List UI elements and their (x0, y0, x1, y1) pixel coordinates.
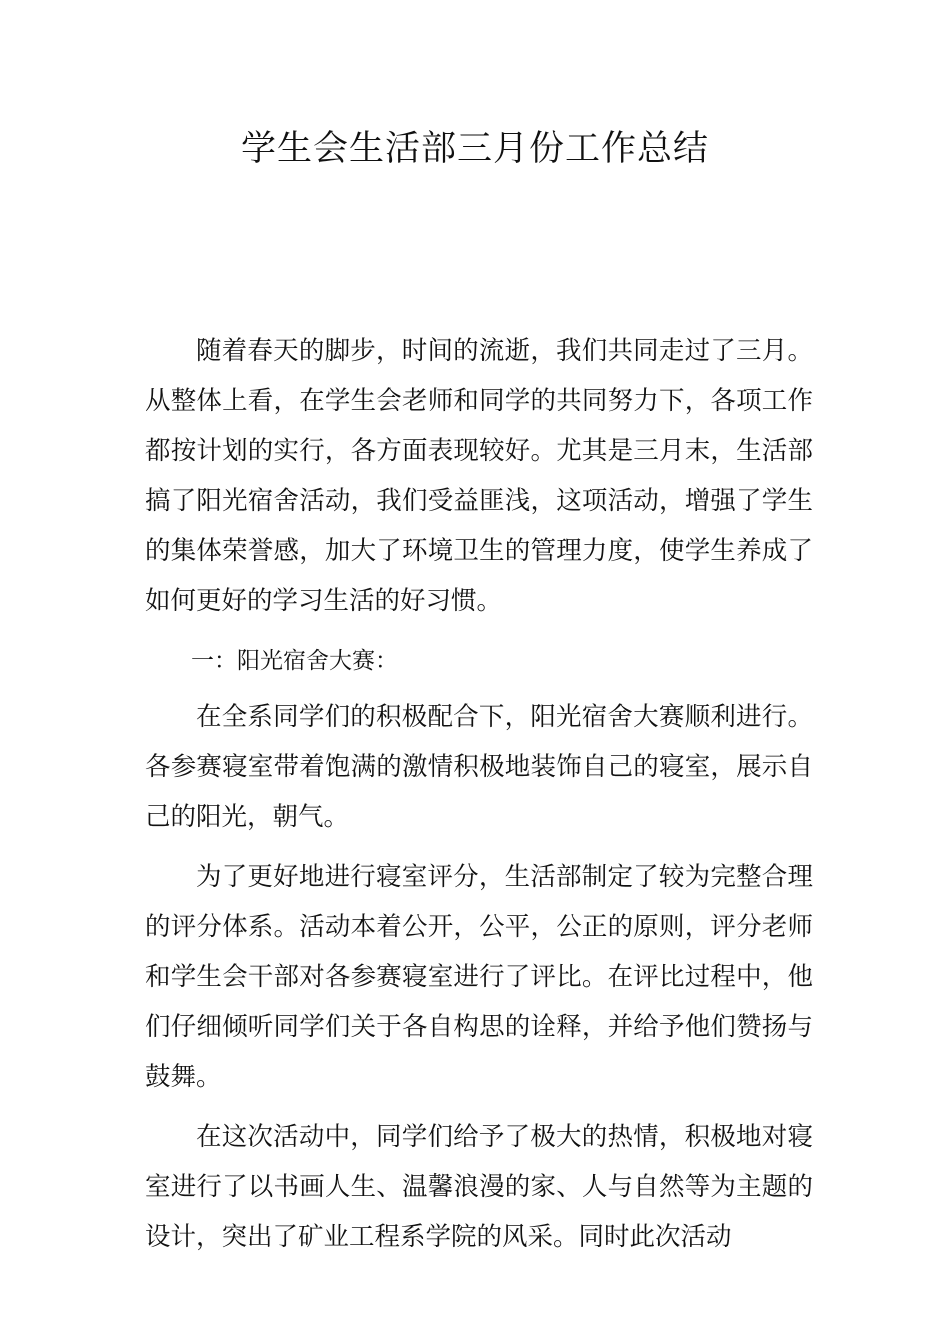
paragraph-intro: 随着春天的脚步，时间的流逝，我们共同走过了三月。从整体上看，在学生会老师和同学的共同努力下，各项工作都按计划的实行，各方面表现较好。尤其是三月末，生活部搞了阳光宿舍活动，我们受益匪浅，这项活动，增强了学生的集体荣誉感，加大了环境卫生的管理力度，使学生养成了如何更好的学习生活的好习惯。 (145, 336, 813, 616)
document-title: 学生会生活部三月份工作总结 (240, 129, 709, 169)
paragraph-scoring: 为了更好地进行寝室评分，生活部制定了较为完整合理的评分体系。活动本着公开，公平，公正的原则，评分老师和学生会干部对各参赛寝室进行了评比。在评比过程中，他们仔细倾听同学们关于各自构思的诠释，并给予他们赞扬与鼓舞。 (145, 862, 813, 1092)
section-heading-sunshine-dorm: 一：阳光宿舍大赛： (191, 648, 398, 674)
paragraph-contest: 在全系同学们的积极配合下，阳光宿舍大赛顺利进行。各参赛寝室带着饱满的激情积极地装饰自己的寝室，展示自己的阳光，朝气。 (145, 702, 813, 832)
paragraph-activity: 在这次活动中，同学们给予了极大的热情，积极地对寝室进行了以书画人生、温馨浪漫的家、人与自然等为主题的设计，突出了矿业工程系学院的风采。同时此次活动 (145, 1122, 813, 1252)
document-body (145, 326, 813, 1272)
